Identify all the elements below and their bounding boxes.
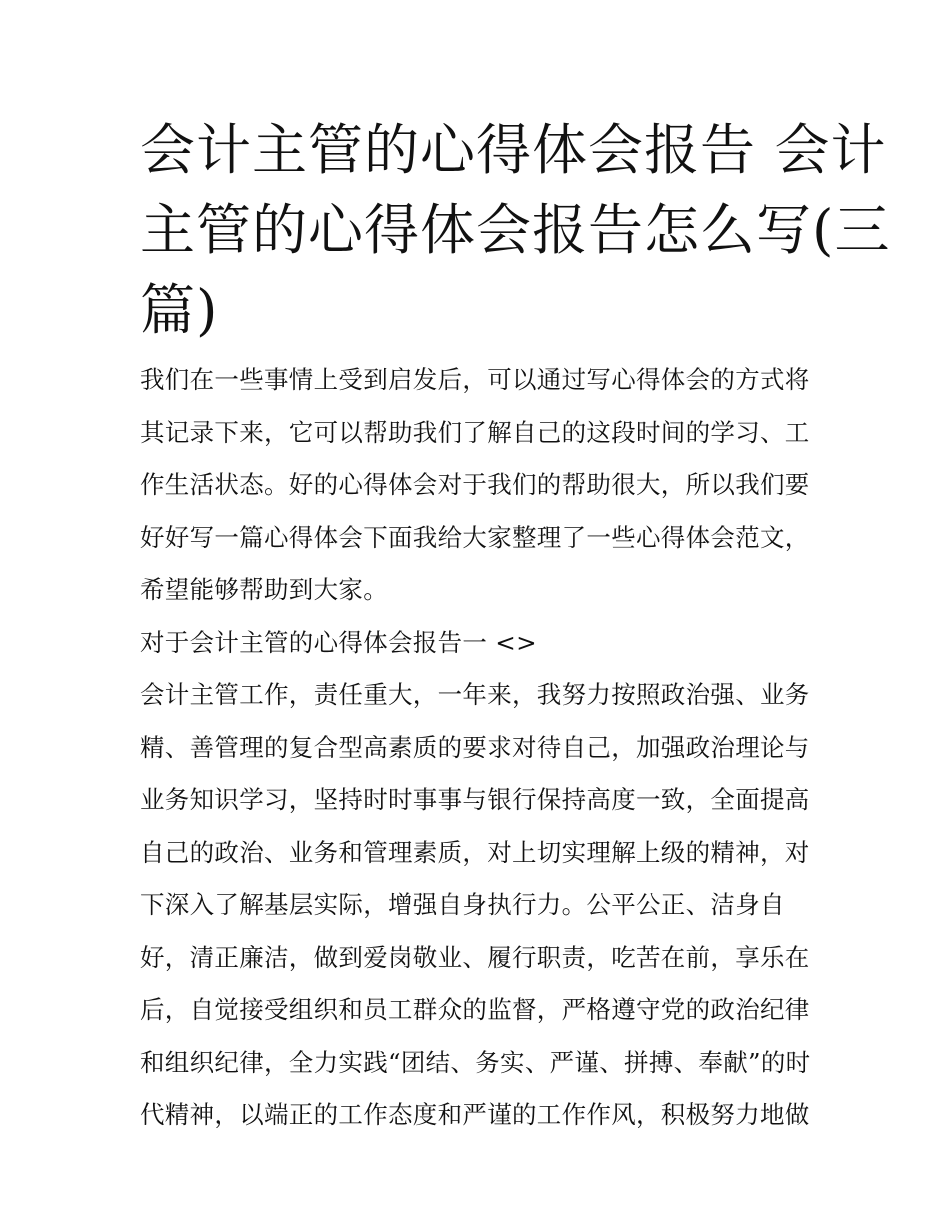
intro-line: 我们在一些事情上受到启发后，可以通过写心得体会的方式将 (140, 365, 810, 394)
intro-line: 其记录下来，它可以帮助我们了解自己的这段时间的学习、工 (140, 417, 810, 447)
intro-line: 好好写一篇心得体会下面我给大家整理了一些心得体会范文， (140, 522, 810, 552)
section-line: 精、善管理的复合型高素质的要求对待自己，加强政治理论与 (140, 732, 810, 762)
section-line: 自己的政治、业务和管理素质，对上切实理解上级的精神，对 (140, 837, 810, 867)
document-body (140, 354, 820, 1142)
intro-line: 作生活状态。好的心得体会对于我们的帮助很大，所以我们要 (140, 470, 810, 499)
section-line: 下深入了解基层实际，增强自身执行力。公平公正、洁身自 (140, 890, 785, 919)
document-title (140, 110, 891, 350)
section-line: 好，清正廉洁，做到爱岗敬业、履行职责，吃苦在前，享乐在 (140, 942, 810, 972)
section-line: 业务知识学习，坚持时时事事与银行保持高度一致，全面提高 (140, 785, 810, 814)
section-line: 会计主管工作，责任重大，一年来，我努力按照政治强、业务 (140, 680, 810, 709)
section-line: 代精神，以端正的工作态度和严谨的工作作风，积极努力地做 (140, 1100, 810, 1129)
title-line: 会计主管的心得体会报告 会计 (140, 118, 887, 182)
intro-line: 希望能够帮助到大家。 (140, 575, 388, 604)
section-line: 后，自觉接受组织和员工群众的监督，严格遵守党的政治纪律 (140, 995, 810, 1024)
section-heading: 对于会计主管的心得体会报告一 <> (140, 627, 537, 657)
section-line: 和组织纪律，全力实践“团结、务实、严谨、拼搏、奉献”的时 (140, 1047, 811, 1077)
title-line: 主管的心得体会报告怎么写(三 (140, 198, 891, 262)
title-line: 篇) (140, 278, 219, 342)
